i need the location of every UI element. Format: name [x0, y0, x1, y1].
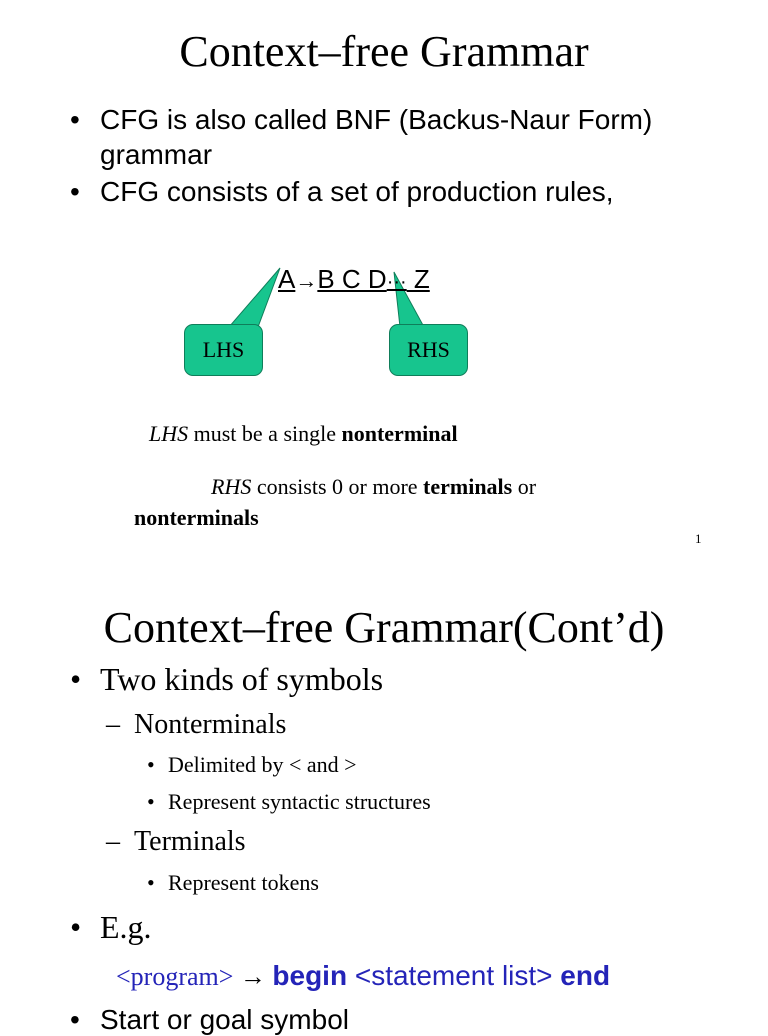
rhs-note-italic: RHS [211, 474, 252, 499]
example-program: <program> [116, 962, 234, 991]
rhs-note-line1 [211, 474, 536, 500]
slide1-bullet2: CFG consists of a set of production rules, [100, 176, 614, 207]
example-statement-list: <statement list> [347, 960, 561, 991]
sub-terminals: Terminals [134, 826, 246, 857]
example-begin: begin [272, 960, 348, 991]
rhs-note-line2 [134, 505, 259, 531]
slide2-bullet-marker-2: • [70, 909, 82, 945]
dash-marker-nonterminals: – [106, 709, 120, 740]
rhs-note-bold2: nonterminals [134, 505, 259, 530]
nt-represent: Represent syntactic structures [168, 789, 431, 814]
bullet-two-kinds: Two kinds of symbols [100, 661, 384, 697]
example-arrow: → [233, 962, 273, 991]
production-rule [278, 264, 430, 295]
rhs-note-text2: or [512, 474, 537, 499]
lhs-callout-pointer [229, 268, 280, 327]
slide1-title: Context–free Grammar [179, 27, 589, 76]
callout-pointers [0, 0, 768, 420]
sub-bullet-marker-1: • [147, 752, 155, 777]
slide1-bullet1-line1: CFG is also called BNF (Backus-Naur Form) [100, 104, 653, 135]
dash-marker-terminals: – [106, 826, 120, 857]
page-number: 1 [695, 531, 702, 546]
rhs-note-text1: consists 0 or more [251, 474, 424, 499]
sub-nonterminals: Nonterminals [134, 709, 287, 740]
sub-bullet-marker-3: • [147, 870, 155, 895]
example-production [116, 960, 610, 993]
rule-rhs: B C D [317, 264, 387, 294]
lhs-note-bold: nonterminal [341, 421, 458, 446]
sub-bullet-marker-2: • [147, 789, 155, 814]
lhs-callout: LHS [184, 324, 263, 376]
bullet-start-symbol: Start or goal symbol [100, 1004, 349, 1035]
rule-lhs: A [278, 264, 296, 294]
rhs-note-bold1: terminals [423, 474, 513, 499]
rhs-callout: RHS [389, 324, 468, 376]
slide2-bullet-marker-3: • [70, 1004, 80, 1035]
rule-last: Z [406, 264, 430, 294]
t-represent-tokens: Represent tokens [168, 870, 319, 895]
slide1-bullet-marker-2: • [70, 176, 80, 207]
slide2-title: Context–free Grammar(Cont’d) [103, 603, 665, 652]
slide1-bullet1-line2: grammar [100, 139, 213, 170]
lhs-note-text: must be a single [188, 421, 342, 446]
lhs-note [149, 421, 458, 447]
slide2-bullet-marker-1: • [70, 661, 82, 697]
example-end: end [560, 960, 611, 991]
lhs-note-italic: LHS [149, 421, 189, 446]
rule-ellipsis: ··· [386, 271, 407, 293]
slide1-bullet-marker-1: • [70, 104, 80, 135]
nt-delimited: Delimited by < and > [168, 752, 357, 777]
rule-arrow: → [295, 268, 318, 293]
bullet-eg: E.g. [100, 909, 152, 945]
